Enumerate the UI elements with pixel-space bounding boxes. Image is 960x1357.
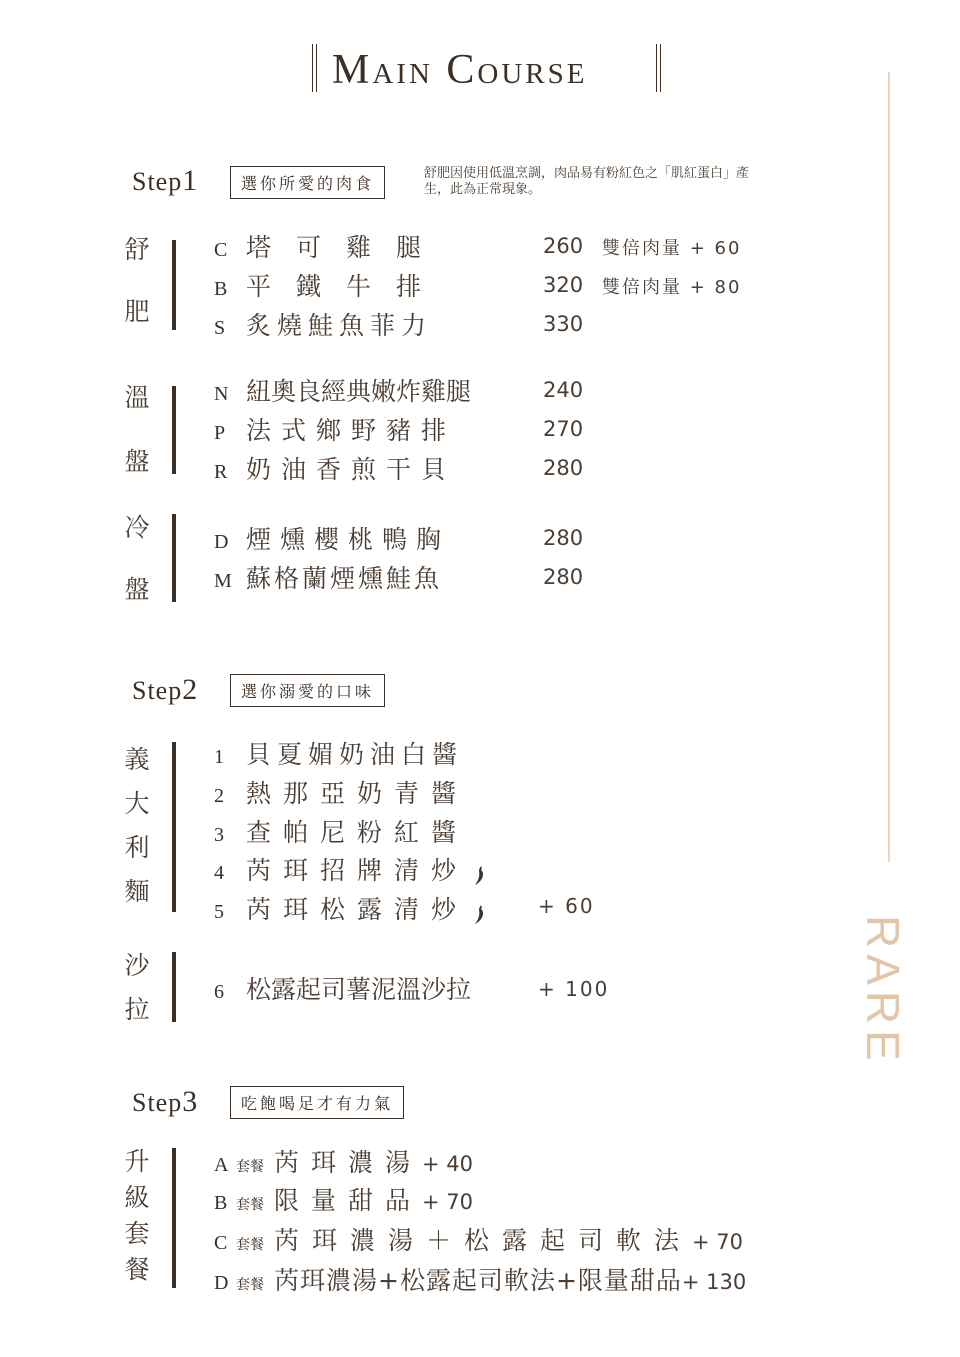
extra-label: 雙倍肉量: [602, 238, 682, 259]
step3-heading: [132, 1085, 198, 1119]
category-bar: [172, 952, 176, 1022]
set-code: A: [214, 1154, 229, 1176]
category-char: 舒: [124, 235, 150, 264]
category-salad: [122, 944, 152, 1032]
double-meat-option: [602, 273, 741, 299]
item-price: 270: [543, 417, 584, 441]
item-code: 2: [214, 785, 224, 807]
step2-box: 選你溺愛的口味: [230, 674, 385, 707]
set-word: 套餐: [236, 1277, 264, 1293]
set-name: 芮珥濃湯＋松露起司軟法: [274, 1226, 693, 1255]
set-name: 芮珥濃湯+松露起司軟法+限量甜品: [274, 1266, 682, 1295]
step2-label: Step: [132, 676, 183, 705]
item-code: P: [214, 422, 226, 444]
item-name: 松露起司薯泥溫沙拉: [246, 975, 472, 1004]
menu-item: [214, 851, 486, 887]
category-char: 利: [124, 833, 150, 862]
category-char: 盤: [124, 575, 150, 604]
item-name: 煙燻櫻桃鴨胸: [246, 525, 451, 554]
item-name: 蘇格蘭煙燻鮭魚: [246, 564, 443, 593]
step2-number: 2: [182, 673, 199, 706]
item-name: 紐奧良經典嫩炸雞腿: [246, 377, 472, 406]
category-char: 麵: [124, 877, 150, 906]
set-price: + 70: [422, 1190, 474, 1214]
step3-label: Step: [132, 1088, 183, 1117]
chili-pepper-icon: [472, 864, 486, 886]
category-pasta: [122, 738, 152, 914]
item-code: 5: [214, 901, 224, 923]
menu-item: [214, 813, 468, 849]
category-sous-vide: [122, 228, 152, 334]
item-extra-price: + 100: [538, 977, 610, 1001]
double-meat-option: [602, 234, 741, 260]
menu-item: [214, 735, 463, 771]
category-char: 級: [124, 1183, 150, 1212]
item-price: 240: [543, 378, 584, 402]
chili-pepper-icon: [472, 903, 486, 925]
extra-price: + 60: [689, 238, 742, 259]
category-char: 冷: [124, 513, 150, 542]
title-ornament-left: [312, 44, 317, 92]
menu-item: [214, 267, 421, 303]
item-name: 平 鐵 牛 排: [246, 272, 422, 301]
category-char: 拉: [124, 995, 150, 1024]
category-char: 沙: [124, 951, 150, 980]
set-item: [214, 1143, 473, 1179]
set-code: D: [214, 1272, 229, 1294]
category-cold-plate: [122, 506, 152, 612]
item-name: 法式鄉野豬排: [246, 416, 457, 445]
item-name: 炙燒鮭魚菲力: [246, 311, 433, 340]
category-bar: [172, 514, 176, 602]
item-price: 280: [543, 456, 584, 480]
step2-heading: [132, 673, 198, 707]
category-char: 義: [124, 745, 150, 774]
step3-number: 3: [182, 1085, 199, 1118]
category-bar: [172, 240, 176, 330]
category-bar: [172, 742, 176, 912]
item-code: R: [214, 461, 228, 483]
item-code: 4: [214, 862, 224, 884]
category-bar: [172, 386, 176, 474]
brand-logo: RARE: [857, 915, 909, 1067]
set-code: B: [214, 1192, 228, 1214]
extra-label: 雙倍肉量: [602, 277, 682, 298]
category-char: 大: [124, 789, 150, 818]
item-code: C: [214, 239, 228, 261]
set-word: 套餐: [236, 1197, 264, 1213]
step1-box: 選你所愛的肉食: [230, 166, 385, 199]
set-price: + 70: [692, 1230, 744, 1254]
step1-number: 1: [182, 164, 199, 197]
item-extra-price: + 60: [538, 894, 595, 918]
page-title: Main Course: [332, 47, 588, 93]
item-code: B: [214, 278, 228, 300]
category-char: 套: [124, 1219, 150, 1248]
item-code: N: [214, 383, 229, 405]
item-name: 芮珥松露清炒: [246, 895, 469, 924]
menu-item: [214, 520, 450, 556]
decorative-rule: [888, 72, 890, 862]
category-char: 升: [124, 1147, 150, 1176]
menu-item: [214, 890, 486, 926]
step1-heading: [132, 164, 198, 198]
item-price: 260: [543, 234, 584, 258]
item-name: 熱那亞奶青醬: [246, 779, 469, 808]
menu-item: [214, 411, 456, 447]
menu-item: [214, 450, 456, 486]
item-name: 查帕尼粉紅醬: [246, 818, 469, 847]
item-code: D: [214, 531, 229, 553]
menu-item: [214, 559, 442, 595]
set-word: 套餐: [236, 1237, 264, 1253]
item-name: 塔 可 雞 腿: [246, 233, 422, 262]
item-code: 6: [214, 981, 224, 1003]
extra-price: + 80: [689, 277, 742, 298]
item-code: 1: [214, 746, 224, 768]
item-price: 280: [543, 565, 584, 589]
set-price: + 40: [422, 1152, 474, 1176]
item-code: S: [214, 317, 226, 339]
item-price: 330: [543, 312, 584, 336]
category-bar: [172, 1148, 176, 1288]
item-price: 320: [543, 273, 584, 297]
menu-item: [214, 306, 432, 342]
category-set-upgrade: [122, 1144, 152, 1288]
category-char: 餐: [124, 1255, 150, 1284]
category-char: 溫: [124, 383, 150, 412]
menu-item: [214, 970, 471, 1006]
set-word: 套餐: [236, 1159, 264, 1175]
category-char: 盤: [124, 447, 150, 476]
set-name: 限量甜品: [274, 1186, 423, 1215]
step1-label: Step: [132, 167, 183, 196]
set-code: C: [214, 1232, 228, 1254]
item-code: 3: [214, 824, 224, 846]
menu-item: [214, 372, 471, 408]
menu-item: [214, 774, 468, 810]
title-ornament-right: [656, 44, 661, 92]
menu-item: [214, 228, 421, 264]
item-name: 芮珥招牌清炒: [246, 856, 469, 885]
set-price: + 130: [681, 1270, 747, 1294]
set-item: [214, 1181, 473, 1217]
step3-box: 吃飽喝足才有力氣: [230, 1086, 404, 1119]
set-item: [214, 1261, 746, 1297]
set-item: [214, 1221, 743, 1257]
set-name: 芮珥濃湯: [274, 1148, 423, 1177]
item-price: 280: [543, 526, 584, 550]
item-name: 貝夏媚奶油白醬: [246, 740, 464, 769]
item-code: M: [214, 570, 232, 592]
category-warm-plate: [122, 376, 152, 484]
item-name: 奶油香煎干貝: [246, 455, 457, 484]
step1-note: 舒肥因使用低溫烹調，肉品易有粉紅色之「肌紅蛋白」產生，此為正常現象。: [424, 166, 750, 197]
category-char: 肥: [124, 297, 150, 326]
